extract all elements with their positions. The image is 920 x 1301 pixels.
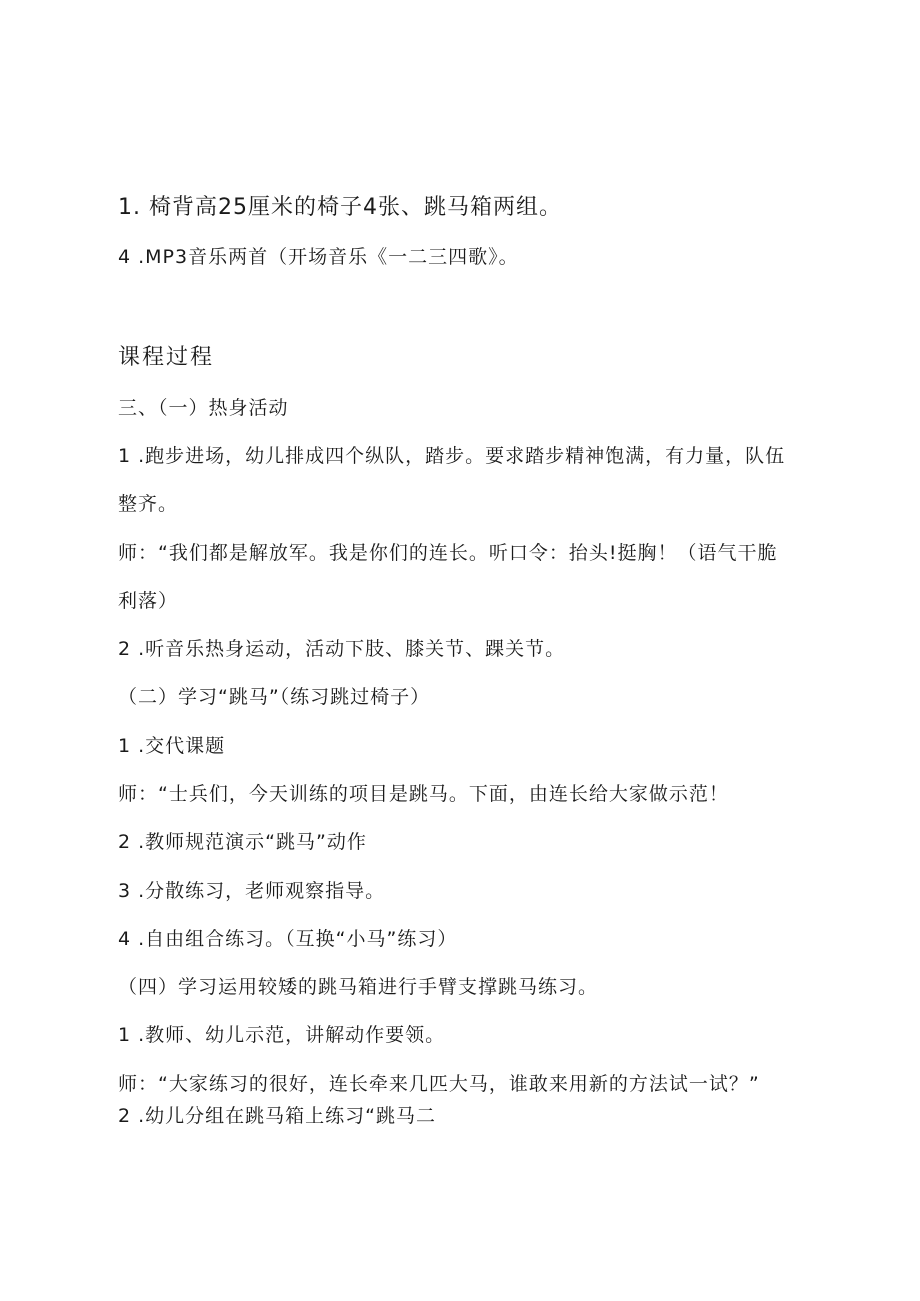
materials-item-1: 1. 椅背高25厘米的椅子4张、跳马箱两组。 xyxy=(118,195,562,220)
course-heading: 课程过程 xyxy=(118,345,215,370)
s2-teacher: 师：“士兵们，今天训练的项目是跳马。下面，由连长给大家做示范！ xyxy=(118,783,729,805)
s1-teacher-line-2: 利落） xyxy=(118,590,179,612)
s1-teacher-line-1: 师：“我们都是解放军。我是你们的连长。听口令：抬头!挺胸！（语气干脆 xyxy=(118,542,778,564)
s1-item-2: 2 .听音乐热身运动，活动下肢、膝关节、踝关节。 xyxy=(118,638,566,660)
s2-item-4: 4 .自由组合练习。（互换“小马”练习） xyxy=(118,928,458,950)
s4-item-2: 2 .幼儿分组在跳马箱上练习“跳马二 xyxy=(118,1105,437,1127)
s4-item-1: 1 .教师、幼儿示范，讲解动作要领。 xyxy=(118,1024,446,1046)
s4-teacher: 师：“大家练习的很好，连长牵来几匹大马，谁敢来用新的方法试一试？” xyxy=(118,1073,760,1095)
s2-item-3: 3 .分散练习，老师观察指导。 xyxy=(118,880,386,902)
s2-item-2: 2 .教师规范演示“跳马”动作 xyxy=(118,831,367,853)
materials-item-4: 4 .MP3音乐两首（开场音乐《一二三四歌》。 xyxy=(118,246,519,268)
s1-item-1-line-1: 1 .跑步进场，幼儿排成四个纵队，踏步。要求踏步精神饱满，有力量，队伍 xyxy=(118,445,786,467)
s2-item-1: 1 .交代课题 xyxy=(118,735,226,757)
s1-item-1-line-2: 整齐。 xyxy=(118,493,179,515)
section-4-title: （四）学习运用较矮的跳马箱进行手臂支撑跳马练习。 xyxy=(118,976,599,998)
section-1-title: 三、（一）热身活动 xyxy=(118,397,289,419)
section-2-title: （二）学习“跳马”（练习跳过椅子） xyxy=(118,686,431,708)
